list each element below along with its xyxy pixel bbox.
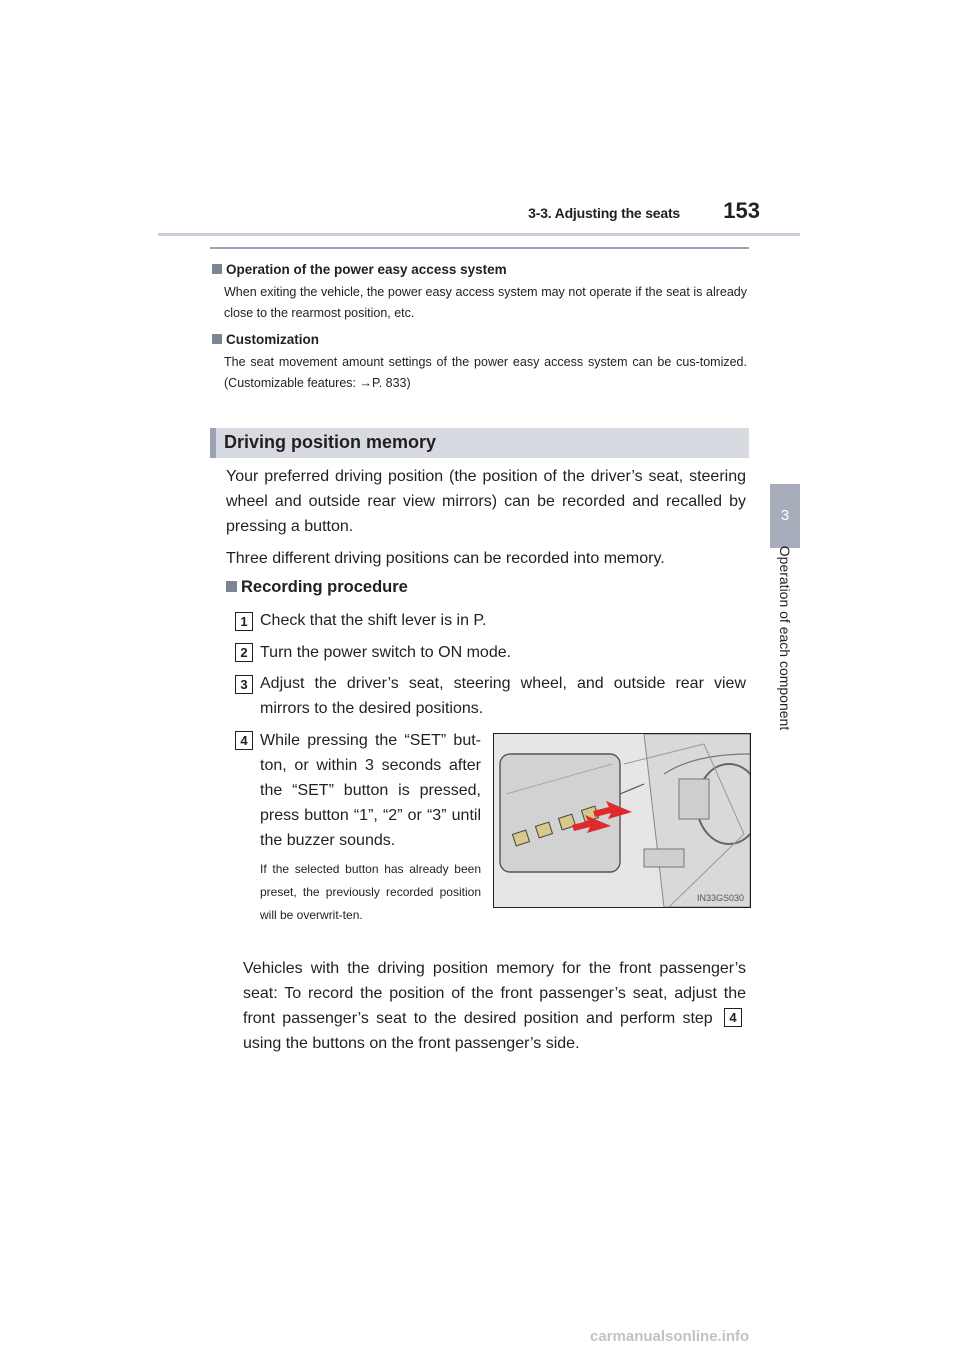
note-body: The seat movement amount settings of the power easy access system can be cus-tomized. (Customizable features: →P. 833): [224, 355, 747, 390]
note-body: When exiting the vehicle, the power easy access system may not operate if the seat is already close to the rearmost position, etc.: [224, 285, 747, 320]
section-title: Driving position memory: [224, 432, 437, 452]
step-number-2: 2: [235, 643, 253, 662]
passenger-seat-note: Vehicles with the driving position memory for the front passenger’s seat: To record the position of the front passenger’s seat, adjust the front passenger’s seat to the desired position and perform step 4 using the buttons on the front passenger’s side.: [243, 960, 746, 1052]
step-number-1: 1: [235, 612, 253, 631]
step-text-2: Turn the power switch to ON mode.: [260, 644, 512, 661]
square-bullet-icon: [212, 264, 222, 274]
section-intro-2: Three different driving positions can be recorded into memory.: [226, 550, 665, 567]
chapter-label: Operation of each component: [777, 545, 793, 731]
chapter-tab[interactable]: 3: [770, 484, 800, 548]
square-bullet-icon: [212, 334, 222, 344]
step-number-4: 4: [235, 731, 253, 750]
header-rule: [210, 247, 749, 249]
door-panel-drawing: [494, 734, 750, 907]
page-number: 153: [723, 198, 760, 223]
memory-buttons-illustration: [493, 733, 751, 908]
step-text-3: Adjust the driver’s seat, steering wheel, and outside rear view mirrors to the desired positions.: [260, 675, 746, 717]
header-section-title: 3-3. Adjusting the seats: [528, 205, 680, 221]
step-text-1: Check that the shift lever is in P.: [260, 612, 487, 629]
step-text-4: While pressing the “SET” but-ton, or within 3 seconds after the “SET” button is pressed, press button “1”, “2” or “3” until the buzzer sounds.: [260, 732, 481, 849]
image-code: IN33GS030: [696, 893, 744, 903]
note-power-easy-access: Operation of the power easy access system When exiting the vehicle, the power easy access system may not operate if the seat is already close to the rearmost position, etc.: [212, 262, 747, 324]
step-number-3: 3: [235, 675, 253, 694]
watermark: carmanualsonline.info: [590, 1328, 750, 1345]
subheading-recording-procedure: Recording procedure: [226, 578, 408, 597]
section-intro: Your preferred driving position (the position of the driver’s seat, steering wheel and outside rear view mirrors) can be recorded and recalled by pressing a button.: [226, 468, 746, 535]
square-bullet-icon: [226, 581, 237, 592]
header-top-bar: [158, 233, 800, 236]
note-customization: Customization The seat movement amount settings of the power easy access system can be cus-tomized. (Customizable features: →P. 833): [212, 332, 747, 394]
step-4-note: If the selected button has already been preset, the previously recorded position will be overwrit-ten.: [260, 862, 481, 922]
step-reference-4: 4: [724, 1008, 742, 1027]
